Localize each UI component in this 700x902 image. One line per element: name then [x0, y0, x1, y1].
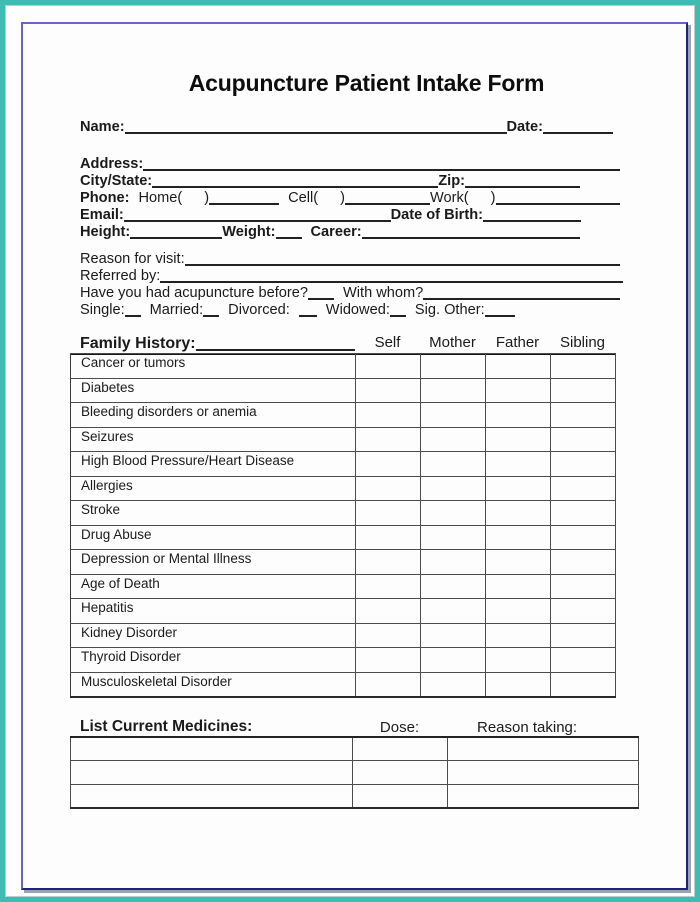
- with-whom-label: With whom?: [343, 285, 424, 301]
- marital-sig-other-field[interactable]: [485, 312, 515, 317]
- fh-cell-sibling[interactable]: [551, 623, 616, 648]
- fh-cell-sibling[interactable]: [551, 452, 616, 477]
- referred-row: [80, 267, 623, 284]
- height-label: Height:: [80, 224, 131, 240]
- marital-married-field[interactable]: [203, 312, 219, 317]
- medicine-reason-cell[interactable]: [448, 784, 639, 808]
- fh-row: [71, 476, 616, 501]
- medicine-name-cell[interactable]: [71, 737, 353, 761]
- fh-cell-father[interactable]: [486, 501, 551, 526]
- city-state-zip-row: [80, 172, 580, 189]
- acupuncture-before-label: Have you had acupuncture before?: [80, 285, 308, 301]
- fh-condition-label: Thyroid Disorder: [71, 648, 356, 673]
- marital-divorced-field[interactable]: [299, 312, 317, 317]
- fh-cell-sibling[interactable]: [551, 501, 616, 526]
- fh-cell-sibling[interactable]: [551, 476, 616, 501]
- reason-taking-label: Reason taking:: [477, 719, 578, 736]
- marital-sig-other-label: Sig. Other:: [414, 302, 485, 318]
- zip-label: Zip:: [438, 173, 465, 189]
- city-state-field-line[interactable]: [152, 183, 438, 188]
- fh-cell-mother[interactable]: [421, 378, 486, 403]
- fh-cell-mother[interactable]: [421, 623, 486, 648]
- medicine-reason-cell[interactable]: [448, 737, 639, 761]
- work-paren-close: ): [490, 190, 496, 206]
- marital-single-field[interactable]: [125, 312, 141, 317]
- fh-col-header-father: Father: [495, 334, 540, 351]
- cell-paren-close: ): [340, 190, 346, 206]
- fh-row: [71, 403, 616, 428]
- fh-cell-father[interactable]: [486, 354, 551, 379]
- address-label: Address:: [80, 156, 144, 172]
- fh-condition-label: Kidney Disorder: [71, 623, 356, 648]
- marital-divorced-label: Divorced:: [228, 302, 290, 318]
- dose-label: Dose:: [379, 719, 420, 736]
- cell-label: Cell(: [288, 190, 319, 206]
- fh-condition-label: Seizures: [71, 427, 356, 452]
- form-title: Acupuncture Patient Intake Form: [188, 70, 545, 96]
- fh-cell-sibling[interactable]: [551, 403, 616, 428]
- fh-row: [71, 574, 616, 599]
- fh-cell-self[interactable]: [356, 550, 421, 575]
- fh-condition-label: Depression or Mental Illness: [71, 550, 356, 575]
- family-history-title-cell: [70, 335, 355, 353]
- fh-cell-father[interactable]: [486, 403, 551, 428]
- fh-cell-mother[interactable]: [421, 648, 486, 673]
- weight-label: Weight:: [222, 224, 276, 240]
- medicines-table: [70, 736, 639, 809]
- phone-label: Phone:: [80, 190, 130, 206]
- fh-cell-mother[interactable]: [421, 476, 486, 501]
- medicine-row: [71, 784, 639, 808]
- fh-cell-mother[interactable]: [421, 525, 486, 550]
- marital-status-row: [80, 301, 515, 318]
- fh-cell-mother[interactable]: [421, 599, 486, 624]
- fh-cell-self[interactable]: [356, 403, 421, 428]
- fh-cell-father[interactable]: [486, 378, 551, 403]
- fh-cell-self[interactable]: [356, 648, 421, 673]
- fh-cell-mother[interactable]: [421, 354, 486, 379]
- family-history-title: Family History:: [80, 335, 196, 352]
- work-phone-field-line[interactable]: [496, 200, 620, 205]
- career-field-line[interactable]: [362, 234, 580, 239]
- fh-cell-self[interactable]: [356, 452, 421, 477]
- with-whom-field-line[interactable]: [423, 295, 620, 300]
- city-state-label: City/State:: [80, 173, 153, 189]
- medicine-dose-cell[interactable]: [353, 784, 448, 808]
- zip-field-line[interactable]: [465, 183, 580, 188]
- fh-row: [71, 378, 616, 403]
- reason-field-line[interactable]: [185, 261, 620, 266]
- medicine-reason-cell[interactable]: [448, 761, 639, 785]
- height-weight-career-row: [80, 223, 580, 240]
- address-field-line[interactable]: [143, 166, 620, 171]
- fh-row: [71, 648, 616, 673]
- fh-cell-self[interactable]: [356, 378, 421, 403]
- fh-cell-self[interactable]: [356, 354, 421, 379]
- fh-cell-sibling[interactable]: [551, 648, 616, 673]
- fh-cell-father[interactable]: [486, 648, 551, 673]
- acupuncture-before-row: [80, 284, 620, 301]
- marital-married-label: Married:: [149, 302, 204, 318]
- medicines-title: List Current Medicines:: [80, 718, 253, 735]
- cell-phone-field-line[interactable]: [345, 200, 430, 205]
- name-field-line[interactable]: [125, 129, 507, 134]
- fh-cell-self[interactable]: [356, 623, 421, 648]
- home-paren-close: ): [204, 190, 210, 206]
- fh-cell-self[interactable]: [356, 427, 421, 452]
- fh-cell-mother[interactable]: [421, 501, 486, 526]
- fh-cell-self[interactable]: [356, 574, 421, 599]
- date-label: Date:: [506, 119, 543, 135]
- fh-row: [71, 550, 616, 575]
- fh-cell-sibling[interactable]: [551, 525, 616, 550]
- medicine-row: [71, 737, 639, 761]
- email-field-line[interactable]: [124, 217, 391, 222]
- marital-widowed-field[interactable]: [390, 312, 406, 317]
- fh-condition-label: Hepatitis: [71, 599, 356, 624]
- fh-col-header-sibling: Sibling: [559, 334, 606, 351]
- fh-row: [71, 354, 616, 379]
- family-history-title-line: [196, 346, 355, 351]
- fh-cell-sibling[interactable]: [551, 378, 616, 403]
- dob-field-line[interactable]: [483, 217, 581, 222]
- fh-cell-self[interactable]: [356, 599, 421, 624]
- fh-cell-mother[interactable]: [421, 452, 486, 477]
- fh-cell-sibling[interactable]: [551, 427, 616, 452]
- fh-cell-mother[interactable]: [421, 403, 486, 428]
- fh-condition-label: Age of Death: [71, 574, 356, 599]
- referred-label: Referred by:: [80, 268, 161, 284]
- phone-row: [80, 189, 620, 206]
- fh-cell-sibling[interactable]: [551, 354, 616, 379]
- medicine-name-cell[interactable]: [71, 761, 353, 785]
- fh-cell-sibling[interactable]: [551, 599, 616, 624]
- fh-cell-mother[interactable]: [421, 550, 486, 575]
- fh-condition-label: Diabetes: [71, 378, 356, 403]
- acupuncture-before-field-line[interactable]: [308, 295, 334, 300]
- fh-condition-label: Musculoskeletal Disorder: [71, 672, 356, 697]
- fh-condition-label: Bleeding disorders or anemia: [71, 403, 356, 428]
- name-date-row: [80, 118, 613, 135]
- medicines-header: [70, 714, 638, 736]
- height-field-line[interactable]: [130, 234, 222, 239]
- fh-cell-self[interactable]: [356, 672, 421, 697]
- home-phone-field-line[interactable]: [209, 200, 279, 205]
- fh-cell-mother[interactable]: [421, 672, 486, 697]
- family-history-header: [70, 325, 615, 355]
- fh-cell-sibling[interactable]: [551, 550, 616, 575]
- fh-row: [71, 525, 616, 550]
- fh-row: [71, 672, 616, 697]
- fh-condition-label: Allergies: [71, 476, 356, 501]
- email-dob-row: [80, 206, 581, 223]
- medicine-dose-cell[interactable]: [353, 737, 448, 761]
- reason-label: Reason for visit:: [80, 251, 185, 267]
- fh-row: [71, 623, 616, 648]
- weight-field-line[interactable]: [276, 234, 302, 239]
- home-label: Home(: [138, 190, 183, 206]
- fh-row: [71, 452, 616, 477]
- career-label: Career:: [310, 224, 362, 240]
- fh-cell-father[interactable]: [486, 672, 551, 697]
- medicine-name-cell[interactable]: [71, 784, 353, 808]
- fh-cell-father[interactable]: [486, 427, 551, 452]
- fh-cell-father[interactable]: [486, 599, 551, 624]
- work-label: Work(: [430, 190, 469, 206]
- fh-cell-father[interactable]: [486, 452, 551, 477]
- fh-cell-sibling[interactable]: [551, 672, 616, 697]
- family-history-table: [70, 353, 616, 698]
- fh-condition-label: High Blood Pressure/Heart Disease: [71, 452, 356, 477]
- fh-cell-father[interactable]: [486, 574, 551, 599]
- marital-single-label: Single:: [80, 302, 125, 318]
- fh-condition-label: Cancer or tumors: [71, 354, 356, 379]
- medicine-row: [71, 761, 639, 785]
- reason-row: [80, 250, 620, 267]
- fh-cell-father[interactable]: [486, 525, 551, 550]
- fh-cell-father[interactable]: [486, 476, 551, 501]
- fh-cell-mother[interactable]: [421, 427, 486, 452]
- address-row: [80, 155, 620, 172]
- fh-cell-self[interactable]: [356, 525, 421, 550]
- fh-condition-label: Stroke: [71, 501, 356, 526]
- dob-label: Date of Birth:: [390, 207, 483, 223]
- fh-col-header-self: Self: [374, 334, 401, 351]
- fh-cell-mother[interactable]: [421, 574, 486, 599]
- fh-cell-father[interactable]: [486, 623, 551, 648]
- name-label: Name:: [80, 119, 125, 135]
- medicine-dose-cell[interactable]: [353, 761, 448, 785]
- referred-field-line[interactable]: [160, 278, 623, 283]
- fh-row: [71, 599, 616, 624]
- fh-condition-label: Drug Abuse: [71, 525, 356, 550]
- marital-widowed-label: Widowed:: [325, 302, 390, 318]
- date-field-line[interactable]: [543, 129, 613, 134]
- email-label: Email:: [80, 207, 124, 223]
- fh-cell-self[interactable]: [356, 476, 421, 501]
- fh-row: [71, 427, 616, 452]
- fh-cell-sibling[interactable]: [551, 574, 616, 599]
- fh-cell-father[interactable]: [486, 550, 551, 575]
- fh-cell-self[interactable]: [356, 501, 421, 526]
- fh-row: [71, 501, 616, 526]
- fh-col-header-mother: Mother: [429, 334, 476, 351]
- form-page: [21, 22, 688, 890]
